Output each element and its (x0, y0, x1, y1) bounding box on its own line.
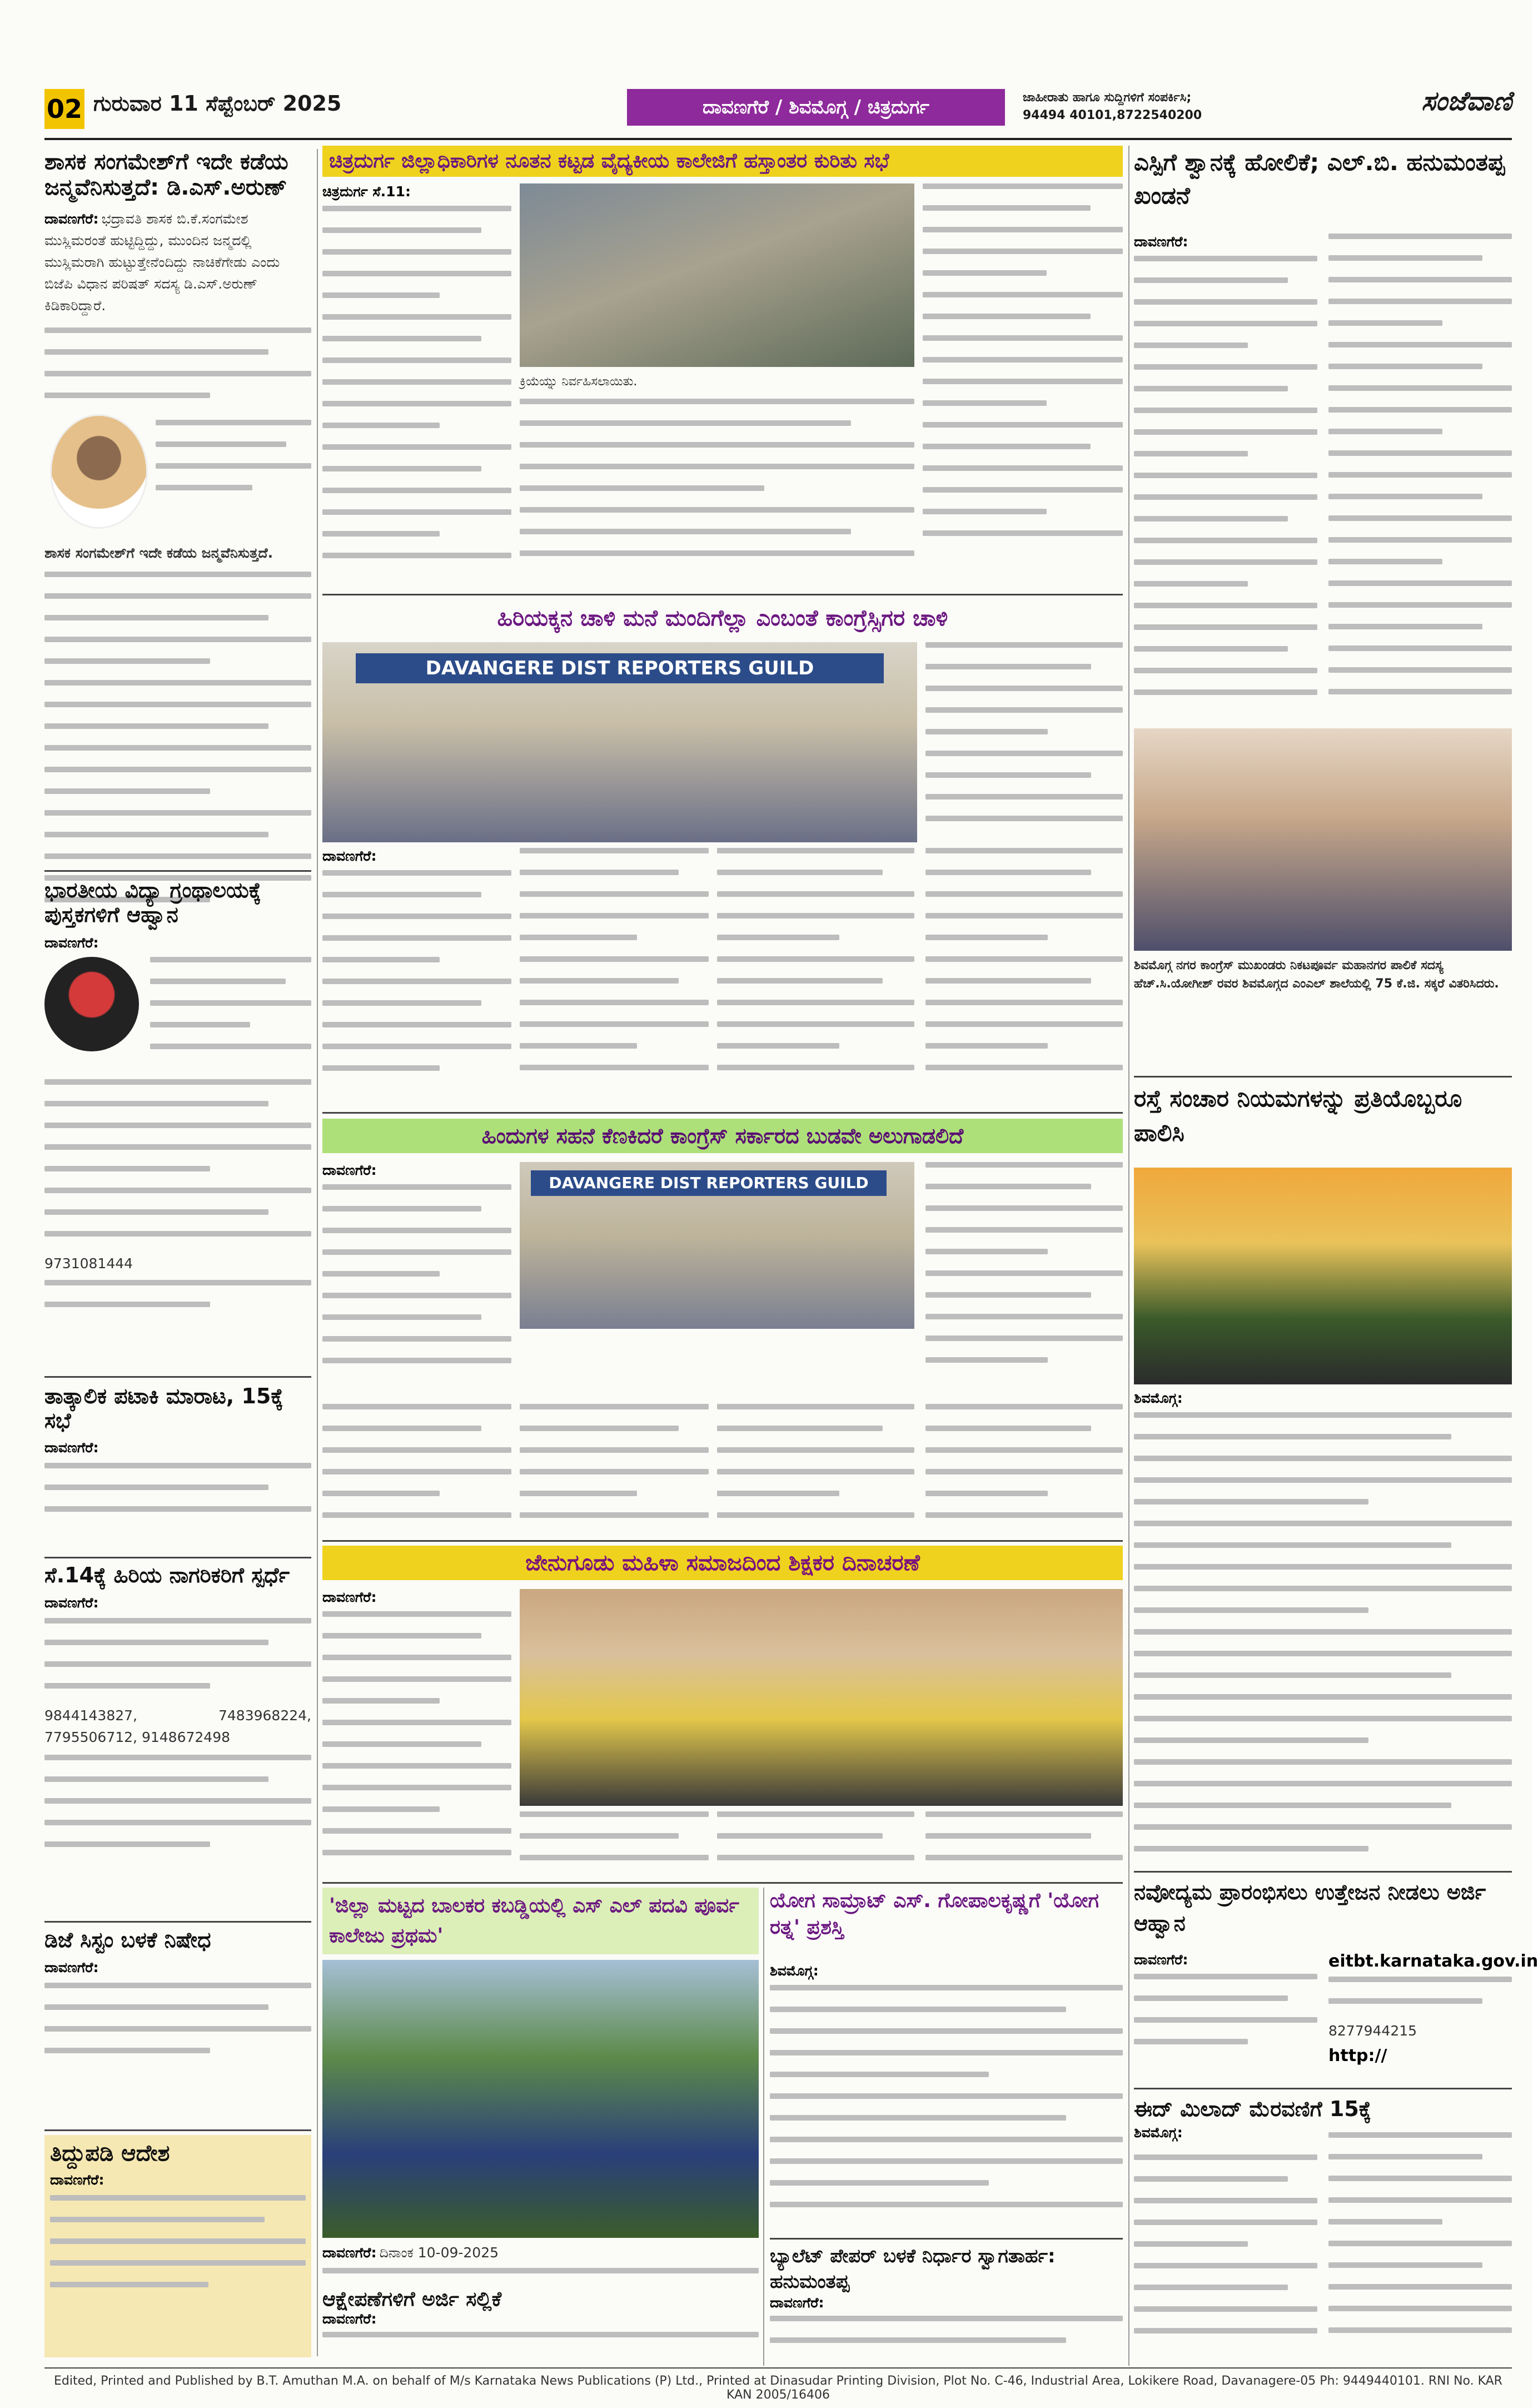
headline: ಡಿಜೆ ಸಿಸ್ಟಂ ಬಳಕೆ ನಿಷೇಧ (44, 1928, 211, 1952)
pull-quote: ಶಾಸಕ ಸಂಗಮೇಶ್‌ಗೆ ಇದೇ ಕಡೆಯ ಜನ್ಮವೆನಿಸುತ್ತದೆ. (44, 545, 273, 561)
reporters-guild-banner: DAVANGERE DIST REPORTERS GUILD (531, 1170, 887, 1196)
traffic-awareness-photo (1134, 1168, 1512, 1384)
story-yoga-head (770, 1888, 1123, 1960)
teachers-day-group-photo (520, 1589, 1123, 1806)
section-rule (44, 1376, 311, 1378)
section-rule (322, 1540, 1123, 1542)
story-sp-body (1134, 234, 1512, 723)
page-number: 02 (44, 89, 84, 129)
headline: ಹಿಂದುಗಳ ಸಹನೆ ಕೆಣಕಿದರೆ ಕಾಂಗ್ರೆಸ್ ಸರ್ಕಾರದ ಬುಡವೇ ಅಲುಗಾಡಲಿದೆ (481, 1124, 964, 1148)
story-yoga-body (770, 1963, 1123, 2235)
story-startup-body (1134, 1952, 1538, 2085)
headline-box (322, 1888, 759, 1954)
story3-col-a (322, 1162, 511, 1401)
headline: ಯೋಗ ಸಾಮ್ರಾಟ್ ಎಸ್. ಗೋಪಾಲಕೃಷ್ಣಗೆ 'ಯೋಗ ರತ್ನ' ಪ್ರಶಸ್ತಿ (770, 1889, 1099, 1939)
section-rule (322, 594, 1123, 595)
story-senior-citizens (44, 1563, 311, 1914)
headline: ಬ್ಯಾಲೆಟ್ ಪೇಪರ್ ಬಳಕೆ ನಿರ್ಧಾರ ಸ್ವಾಗತಾರ್ಹ: ಹನುಮಂತಪ್ಪ (770, 2245, 1056, 2293)
story-traffic-head (1134, 1081, 1512, 1165)
section-rule (44, 2129, 311, 2131)
newspaper-logo: ಸಂಜೆವಾಣಿ (1421, 86, 1512, 117)
section-rule (1134, 1871, 1512, 1873)
headline: ಚಿತ್ರದುರ್ಗ ಜಿಲ್ಲಾಧಿಕಾರಿಗಳ ನೂತನ ಕಟ್ಟಡ ವೈದ್ಯಕೀಯ ಕಾಲೇಜಿಗೆ ಹಸ್ತಾಂತರ ಕುರಿತು ಸಭೆ (329, 150, 889, 172)
headline-bar (322, 1546, 1123, 1580)
masthead-rule (44, 138, 1512, 140)
story4-col-a (322, 1589, 511, 1878)
portal-link[interactable]: http:// (1328, 2046, 1387, 2066)
story-eid (1134, 2093, 1512, 2366)
dateline: ಶಿವಮೊಗ್ಗ: (1134, 2124, 1183, 2141)
headline: ಆಕ್ಷೇಪಣೆಗಳಿಗೆ ಅರ್ಜಿ ಸಲ್ಲಿಕೆ (322, 2288, 502, 2311)
dateline: ದಾವಣಗೆರೆ: (44, 1959, 99, 1975)
story2-col-a (322, 848, 511, 1109)
press-meet-photo (322, 642, 917, 842)
dateline: ಚಿತ್ರದುರ್ಗ ಸೆ.11: (322, 183, 411, 200)
story-firecracker (44, 1384, 311, 1551)
event-date: ದಿನಾಂಕ 10-09-2025 (379, 2245, 499, 2261)
author-headshot (50, 414, 148, 529)
story-traffic-body (1134, 1390, 1512, 1868)
sugar-distribution-photo (1134, 728, 1512, 951)
story2-col-b (520, 848, 709, 1109)
website-link[interactable]: eitbt.karnataka.gov.in (1328, 1952, 1538, 1971)
kabaddi-text (322, 2242, 759, 2286)
headline: ಹಿರಿಯಕ್ಕನ ಚಾಳಿ ಮನೆ ಮಂದಿಗೆಲ್ಲಾ ಎಂಬಂತೆ ಕಾಂಗ್ರೆಸ್ಸಿಗರ ಚಾಳಿ (497, 605, 948, 631)
story-dj-ban (44, 1928, 311, 2123)
library-emblem-icon (44, 957, 139, 1051)
section-rule (1134, 2088, 1512, 2089)
footer-rule (44, 2367, 1512, 2369)
headline: ರಸ್ತೆ ಸಂಚಾರ ನಿಯಮಗಳನ್ನು ಪ್ರತಿಯೊಬ್ಬರೂ ಪಾಲಿಸಿ (1134, 1085, 1462, 1146)
dateline: ದಾವಣಗೆರೆ: (44, 1439, 99, 1456)
headline-bar (322, 146, 1123, 177)
story-dc-building-col-c (923, 183, 1123, 589)
column-divider (317, 149, 318, 2356)
section-rule (44, 870, 311, 872)
press-meet-photo-2 (520, 1162, 914, 1329)
dateline: ದಾವಣಗೆರೆ: (322, 848, 377, 864)
photo-caption-block (1134, 956, 1512, 1073)
dateline: ದಾವಣಗೆರೆ: (322, 1589, 377, 1605)
dateline: ದಾವಣಗೆರೆ: (50, 2172, 104, 2188)
headline: ನವೋದ್ಯಮ ಪ್ರಾರಂಭಿಸಲು ಉತ್ತೇಜನ ನೀಡಲು ಅರ್ಜಿ ಆಹ್ವಾನ (1134, 1880, 1486, 1935)
dateline: ದಾವಣಗೆರೆ: (770, 2295, 824, 2311)
story-objections (322, 2288, 759, 2366)
story-library (44, 878, 311, 1368)
meeting-photo (520, 183, 914, 367)
story2-col-c (717, 848, 914, 1109)
headline: ಜೇನುಗೂಡು ಮಹಿಳಾ ಸಮಾಜದಿಂದ ಶಿಕ್ಷಕರ ದಿನಾಚರಣೆ (525, 1550, 920, 1576)
issue-date: ಗುರುವಾರ 11 ಸೆಪ್ಟೆಂಬರ್ 2025 (93, 91, 342, 116)
section-rule (44, 1557, 311, 1558)
dateline: ದಾವಣಗೆರೆ: (44, 1594, 99, 1611)
photo-caption: ಶಿವಮೊಗ್ಗ ನಗರ ಕಾಂಗ್ರೆಸ್ ಮುಖಂಡರು ನಿಕಟಪೂರ್ವ ಮಹಾನಗರ ಪಾಲಿಕೆ ಸದಸ್ಯ ಹೆಚ್.ಸಿ.ಯೋಗೀಶ್ ರವರ ಶಿವಮೊಗ್ಗದ ಎಂಎಲ್ ಶಾಲೆಯಲ್ಲಿ 75 ಕೆ.ಜಿ. ಸಕ್ಕರೆ ವಿತರಿಸಿದರು. (1134, 959, 1499, 991)
advert-line: ಜಾಹೀರಾತು ಹಾಗೂ ಸುದ್ದಿಗಳಿಗೆ ಸಂಪರ್ಕಿಸಿ; (1023, 91, 1192, 105)
story3-lower (322, 1404, 1123, 1537)
masthead (44, 86, 1512, 133)
headline: ತಿದ್ದುಪಡಿ ಆದೇಶ (50, 2141, 170, 2166)
section-rule (44, 1921, 311, 1923)
dateline: ಶಿವಮೊಗ್ಗ: (1134, 1390, 1183, 1406)
story2-side-col (925, 642, 1123, 842)
headline: ಎಸ್ಪಿಗೆ ಶ್ವಾನಕ್ಕೆ ಹೋಲಿಕೆ; ಎಲ್.ಬಿ. ಹನುಮಂತಪ್ಪ ಖಂಡನೆ (1134, 148, 1505, 209)
dateline: ದಾವಣಗೆರೆ: (44, 935, 99, 951)
column-divider (763, 1888, 764, 2366)
story-dc-building-col-a (322, 183, 511, 589)
advert-phone: 94494 40101,8722540200 (1023, 108, 1202, 122)
lead-text: ಭದ್ರಾವತಿ ಶಾಸಕ ಬಿ.ಕೆ.ಸಂಗಮೇಶ ಮುಸ್ಲಿಮರಂತೆ ಹುಟ್ಟಿದ್ದಿದ್ದು, ಮುಂದಿನ ಜನ್ಮದಲ್ಲಿ ಮುಸ್ಲಿಮರಾಗಿ ಹುಟ್ಟುತ್ತೇನೆಂದಿದ್ದು ನಾಚಿಕೆಗೇಡು ಎಂದು ಬಿಜೆಪಿ ವಿಧಾನ ಪರಿಷತ್ ಸದಸ್ಯ ಡಿ.ಎಸ್.ಅರುಣ್ ಕಿಡಿಕಾರಿದ್ದಾರೆ. (44, 211, 280, 314)
story-startup-head (1134, 1876, 1512, 1949)
contact-phone: 9731081444 (44, 1255, 133, 1272)
column-divider (1128, 146, 1129, 2366)
imprint-footer: Edited, Printed and Published by B.T. Amuthan M.A. on behalf of M/s Karnataka News Publications (P) Ltd., Printed at Dinasudar Printing Division, Plot No. C-46, Industrial Area, Lokikere Road, Davanagere-05 Ph: 9449440101. RNI No. KAR KAN 2005/16406 (54, 2374, 1502, 2402)
section-rule (1134, 1076, 1512, 1078)
dateline: ದಾವಣಗೆರೆ: (322, 2245, 377, 2261)
contact-phone: 8277944215 (1328, 2023, 1417, 2039)
headline: ತಾತ್ಕಾಲಿಕ ಪಟಾಕಿ ಮಾರಾಟ, 15ಕ್ಕೆ ಸಭೆ (44, 1384, 283, 1433)
story-correction (44, 2135, 311, 2357)
headline: ಸೆ.14ಕ್ಕೆ ಹಿರಿಯ ನಾಗರಿಕರಿಗೆ ಸ್ಪರ್ಧೆ (44, 1563, 290, 1587)
headline-bar (322, 1119, 1123, 1153)
dateline: ಶಿವಮೊಗ್ಗ: (770, 1963, 819, 1979)
headline: 'ಜಿಲ್ಲಾ ಮಟ್ಟದ ಬಾಲಕರ ಕಬಡ್ಡಿಯಲ್ಲಿ ಎಸ್ ಎಲ್ ಪದವಿ ಪೂರ್ವ ಕಾಲೇಜು ಪ್ರಥಮ' (329, 1894, 739, 1947)
advert-contact (1023, 89, 1202, 125)
dateline: ದಾವಣಗೆರೆ: (1134, 1952, 1188, 1968)
dateline: ದಾವಣಗೆರೆ: (1134, 234, 1188, 250)
edition-label: ದಾವಣಗೆರೆ / ಶಿವಮೊಗ್ಗ / ಚಿತ್ರದುರ್ಗ (627, 89, 1005, 126)
story4-lower (520, 1811, 1123, 1878)
story-ballot (770, 2243, 1123, 2366)
photo-caption: ಕ್ರಿಯೆಯ್ನು ನಿರ್ವಹಿಸಲಾಯಿತು. (520, 375, 638, 389)
story-arun (44, 149, 311, 866)
kabaddi-team-photo (322, 1960, 759, 2238)
dateline: ದಾವಣಗೆರೆ: (322, 1162, 377, 1178)
headline: ಭಾರತೀಯ ವಿದ್ಯಾ ಗ್ರಂಥಾಲಯಕ್ಕೆ ಪುಸ್ತಕಗಳಿಗೆ ಆಹ್ವಾನ (44, 878, 261, 927)
reporters-guild-banner: DAVANGERE DIST REPORTERS GUILD (356, 653, 884, 683)
headline-strip (322, 602, 1123, 635)
story3-col-d (925, 1162, 1123, 1401)
section-rule (322, 1112, 1123, 1114)
dateline: ದಾವಣಗೆರೆ: (322, 2311, 377, 2327)
headline: ಶಾಸಕ ಸಂಗಮೇಶ್‌ಗೆ ಇದೇ ಕಡೆಯ ಜನ್ಮವೆನಿಸುತ್ತದೆ: ಡಿ.ಎಸ್.ಅರುಣ್ (44, 149, 288, 200)
section-rule (770, 2238, 1123, 2240)
story-dc-building-col-b (520, 373, 914, 589)
story-sp-head (1134, 146, 1512, 229)
contact-phones: 9844143827, 7483968224, 7795506712, 9148672498 (44, 1707, 311, 1745)
section-rule (322, 1882, 1123, 1884)
dateline: ದಾವಣಗೆರೆ: (44, 211, 99, 227)
headline: ಈದ್ ಮಿಲಾದ್ ಮೆರವಣಿಗೆ 15ಕ್ಕೆ (1134, 2097, 1372, 2121)
story2-col-d (925, 848, 1123, 1109)
